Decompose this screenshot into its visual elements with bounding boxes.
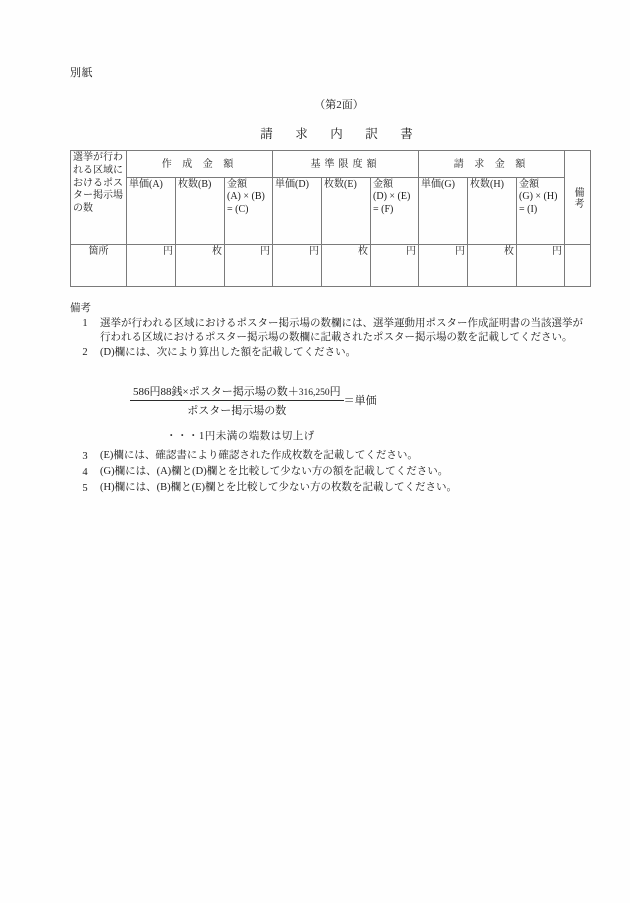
note-item-4-number: 4 bbox=[82, 467, 88, 479]
note-item-1-text: 選挙が行われる区域におけるポスター掲示場の数欄には、選挙運動用ポスター作成証明書の当該選挙が行われる区域におけるポスター掲示場の数欄に記載されたポスター掲示場の数を記載してください。 bbox=[100, 317, 583, 344]
entry-unit-price-d[interactable]: 円 bbox=[273, 245, 322, 287]
subheader-unit-price-g bbox=[419, 177, 468, 244]
notes-heading: 備考 bbox=[70, 303, 91, 314]
subheader-sheets-b bbox=[176, 177, 225, 244]
entry-sheets-b[interactable]: 枚 bbox=[176, 245, 225, 287]
subheader-sheets-e-l1: 枚数(E) bbox=[324, 178, 357, 190]
note-item-3-number: 3 bbox=[82, 451, 88, 462]
header-group-standard-limit: 基準限度額 bbox=[273, 151, 419, 178]
subheader-amount-f bbox=[371, 177, 419, 244]
subheader-amount-i-l2: (G) × (H) bbox=[519, 191, 558, 203]
note-item-3-text: (E)欄には、確認書により確認された作成枚数を記載してください。 bbox=[100, 450, 418, 461]
note-item-5 bbox=[70, 481, 590, 496]
note-item-2-number: 2 bbox=[82, 347, 88, 359]
entry-sheets-h[interactable]: 枚 bbox=[468, 245, 517, 287]
page-title bbox=[0, 124, 630, 142]
subheader-unit-price-g-l1: 単価(G) bbox=[421, 178, 455, 190]
header-remarks-text: 備考 bbox=[572, 187, 584, 209]
entry-unit-price-g[interactable]: 円 bbox=[419, 245, 468, 287]
note-item-5-text: (H)欄には、(B)欄と(E)欄とを比較して少ない方の枚数を記載してください。 bbox=[100, 482, 457, 494]
attachment-label: 別紙 bbox=[70, 67, 93, 79]
subheader-unit-price-d-l1: 単価(D) bbox=[275, 178, 309, 190]
page-face-label bbox=[0, 96, 630, 112]
entry-amount-i[interactable]: 円 bbox=[517, 245, 565, 287]
entry-poster-site-count-unit[interactable]: 箇所 bbox=[71, 245, 127, 287]
subheader-sheets-e bbox=[322, 177, 371, 244]
formula-numerator-prefix: 586円88銭×ポスター掲示場の数＋ bbox=[133, 386, 299, 398]
claim-breakdown-table-wrapper bbox=[70, 150, 584, 287]
header-remarks bbox=[565, 151, 591, 245]
subheader-amount-c-l2: (A) × (B) bbox=[227, 191, 265, 203]
formula-numerator-amount: 316,250 bbox=[298, 388, 330, 398]
note-item-4 bbox=[70, 465, 590, 480]
entry-remarks[interactable] bbox=[565, 245, 591, 287]
formula-block bbox=[70, 383, 590, 443]
header-group-creation-amount: 作 成 金 額 bbox=[127, 151, 273, 178]
table-group-header-row bbox=[71, 151, 591, 178]
note-item-2 bbox=[70, 346, 590, 360]
subheader-unit-price-a bbox=[127, 177, 176, 244]
page-face-label-text: （第2面） bbox=[314, 99, 364, 111]
formula-equals-unit-price: ＝単価 bbox=[343, 394, 377, 407]
subheader-amount-i bbox=[517, 177, 565, 244]
formula-rounding-note: ・・・1円未満の端数は切上げ bbox=[166, 431, 315, 442]
note-item-1-number: 1 bbox=[82, 317, 88, 329]
entry-amount-f[interactable]: 円 bbox=[371, 245, 419, 287]
subheader-amount-f-l3: = (F) bbox=[373, 203, 394, 215]
page-title-text: 請 求 内 訳 書 bbox=[260, 127, 418, 141]
entry-unit-price-a[interactable]: 円 bbox=[127, 245, 176, 287]
subheader-unit-price-d bbox=[273, 177, 322, 244]
note-item-1 bbox=[70, 317, 590, 345]
note-item-5-number: 5 bbox=[82, 483, 88, 495]
subheader-amount-i-l3: = (I) bbox=[519, 203, 538, 215]
note-item-4-text: (G)欄には、(A)欄と(D)欄とを比較して少ない方の額を記載してください。 bbox=[100, 466, 449, 478]
table-subheader-row bbox=[71, 177, 591, 244]
subheader-amount-f-l2: (D) × (E) bbox=[373, 191, 411, 203]
formula-numerator bbox=[130, 383, 344, 401]
entry-sheets-e[interactable]: 枚 bbox=[322, 245, 371, 287]
subheader-amount-c-l3: = (C) bbox=[227, 203, 249, 215]
notes-section bbox=[70, 302, 590, 360]
header-group-claim-amount: 請 求 金 額 bbox=[419, 151, 565, 178]
subheader-sheets-b-l1: 枚数(B) bbox=[178, 178, 212, 190]
formula-numerator-suffix: 円 bbox=[329, 386, 341, 398]
subheader-amount-c bbox=[225, 177, 273, 244]
claim-breakdown-table bbox=[70, 150, 591, 287]
formula-denominator: ポスター掲示場の数 bbox=[187, 405, 287, 417]
unit-price-formula bbox=[70, 383, 590, 418]
header-poster-site-count: 選挙が行われる区域におけるポスター掲示場の数 bbox=[71, 151, 127, 245]
subheader-sheets-h-l1: 枚数(H) bbox=[470, 178, 504, 190]
subheader-amount-i-l1: 金額 bbox=[519, 178, 540, 190]
subheader-unit-price-a-l1: 単価(A) bbox=[129, 178, 163, 190]
subheader-amount-c-l1: 金額 bbox=[227, 178, 247, 190]
note-item-2-text: (D)欄には、次により算出した額を記載してください。 bbox=[100, 347, 357, 359]
subheader-amount-f-l1: 金額 bbox=[373, 178, 394, 190]
notes-tail-section bbox=[70, 448, 590, 497]
table-entry-row bbox=[71, 245, 591, 287]
entry-amount-c[interactable]: 円 bbox=[225, 245, 273, 287]
note-item-3 bbox=[70, 449, 590, 464]
formula-fraction bbox=[130, 383, 344, 418]
subheader-sheets-h bbox=[468, 177, 517, 244]
